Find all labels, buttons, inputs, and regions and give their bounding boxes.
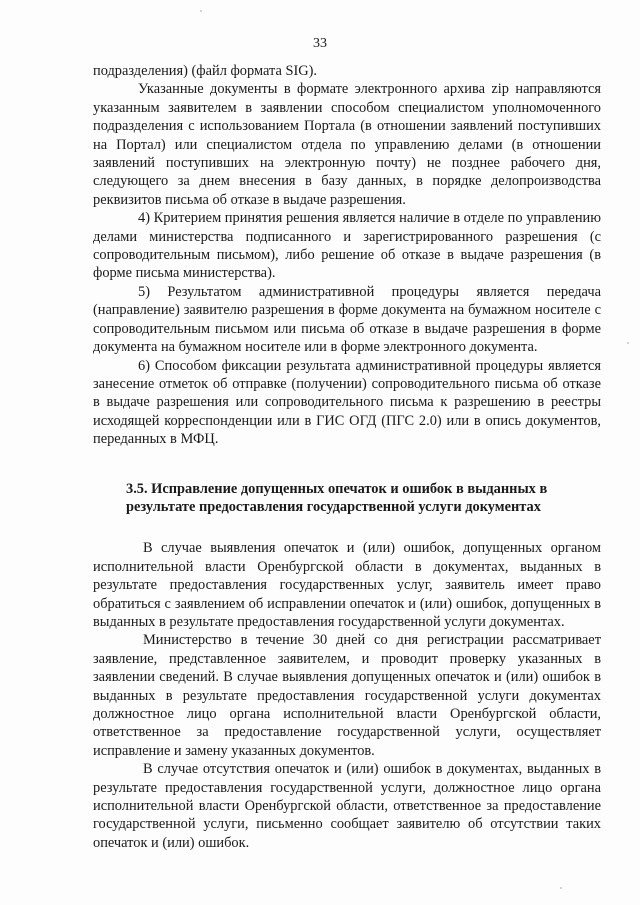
- paragraph-continuation: подразделения) (файл формата SIG).: [93, 63, 318, 79]
- paragraph-item-6: 6) Способом фиксации результата административной процедуры является занесение отметок об отправке (получении) сопроводительного письма об отказе в выдаче разрешения или сопроводительного письма к разрешению в реестры исходящей корреспонденции или в ГИС ОГД (ПГС 2.0) или в опись документов, переданных в МФЦ.: [93, 357, 601, 448]
- section-paragraph-1: В случае выявления опечаток и (или) ошибок, допущенных органом исполнительной власти Оренбургской области в документах, выданных в результате предоставления государственных услуг, заявитель имеет право обратиться с заявлением об исправлении опечаток и (или) ошибок, допущенных в выданных в результате предоставления государственной услуги документах.: [93, 540, 601, 630]
- paragraph-zip-archive: Указанные документы в формате электронного архива zip направляются указанным заявителем в заявлении способом специалистом уполномоченного подразделения с использованием Портала (в отношении заявлений поступивших на Портал) или специалистом отдела по управлению делами (в отношении заявлений поступивших на электронную почту) не позднее рабочего дня, следующего за днем внесения в базу данных, в порядке делопроизводства реквизитов письма об отказе в выдаче разрешения.: [93, 81, 601, 208]
- section-heading-3-5: 3.5. Исправление допущенных опечаток и ошибок в выданных в результате предоставления государственной услуги документах: [126, 480, 548, 515]
- section-paragraph-2: Министерство в течение 30 дней со дня регистрации рассматривает заявление, представленное заявителем, и проводит проверку указанных в заявлении сведений. В случае выявления допущенных опечаток и (или) ошибок в выданных в результате предоставления государственной услуги документах должностное лицо органа исполнительной власти Оренбургской области, ответственное за предоставление государственной услуги, осуществляет исправление и замену указанных документов.: [93, 632, 601, 759]
- section-paragraph-3: В случае отсутствия опечаток и (или) ошибок в документах, выданных в результате предоставления государственной услуги, должностное лицо органа исполнительной власти Оренбургской области, ответственное за предоставление государственной услуги, письменно сообщает заявителю об отсутствии таких опечаток и (или) ошибок.: [93, 761, 601, 851]
- paragraph-item-4: 4) Критерием принятия решения является наличие в отделе по управлению делами министерства подписанного и зарегистрированного разрешения (с сопроводительным письмом), либо решение об отказе в выдаче разрешения (в форме письма министерства).: [93, 210, 601, 282]
- paragraph-item-5: 5) Результатом административной процедуры является передача (направление) заявителю разрешения в форме документа на бумажном носителе с сопроводительным письмом или письма об отказе в выдаче разрешения в форме документа на бумажном носителе или в форме электронного документа.: [93, 283, 601, 356]
- document-body: [93, 62, 601, 852]
- scan-speck: [627, 342, 629, 344]
- scan-speck: [560, 887, 562, 889]
- page-number: 33: [313, 36, 327, 51]
- scan-speck: [200, 10, 202, 12]
